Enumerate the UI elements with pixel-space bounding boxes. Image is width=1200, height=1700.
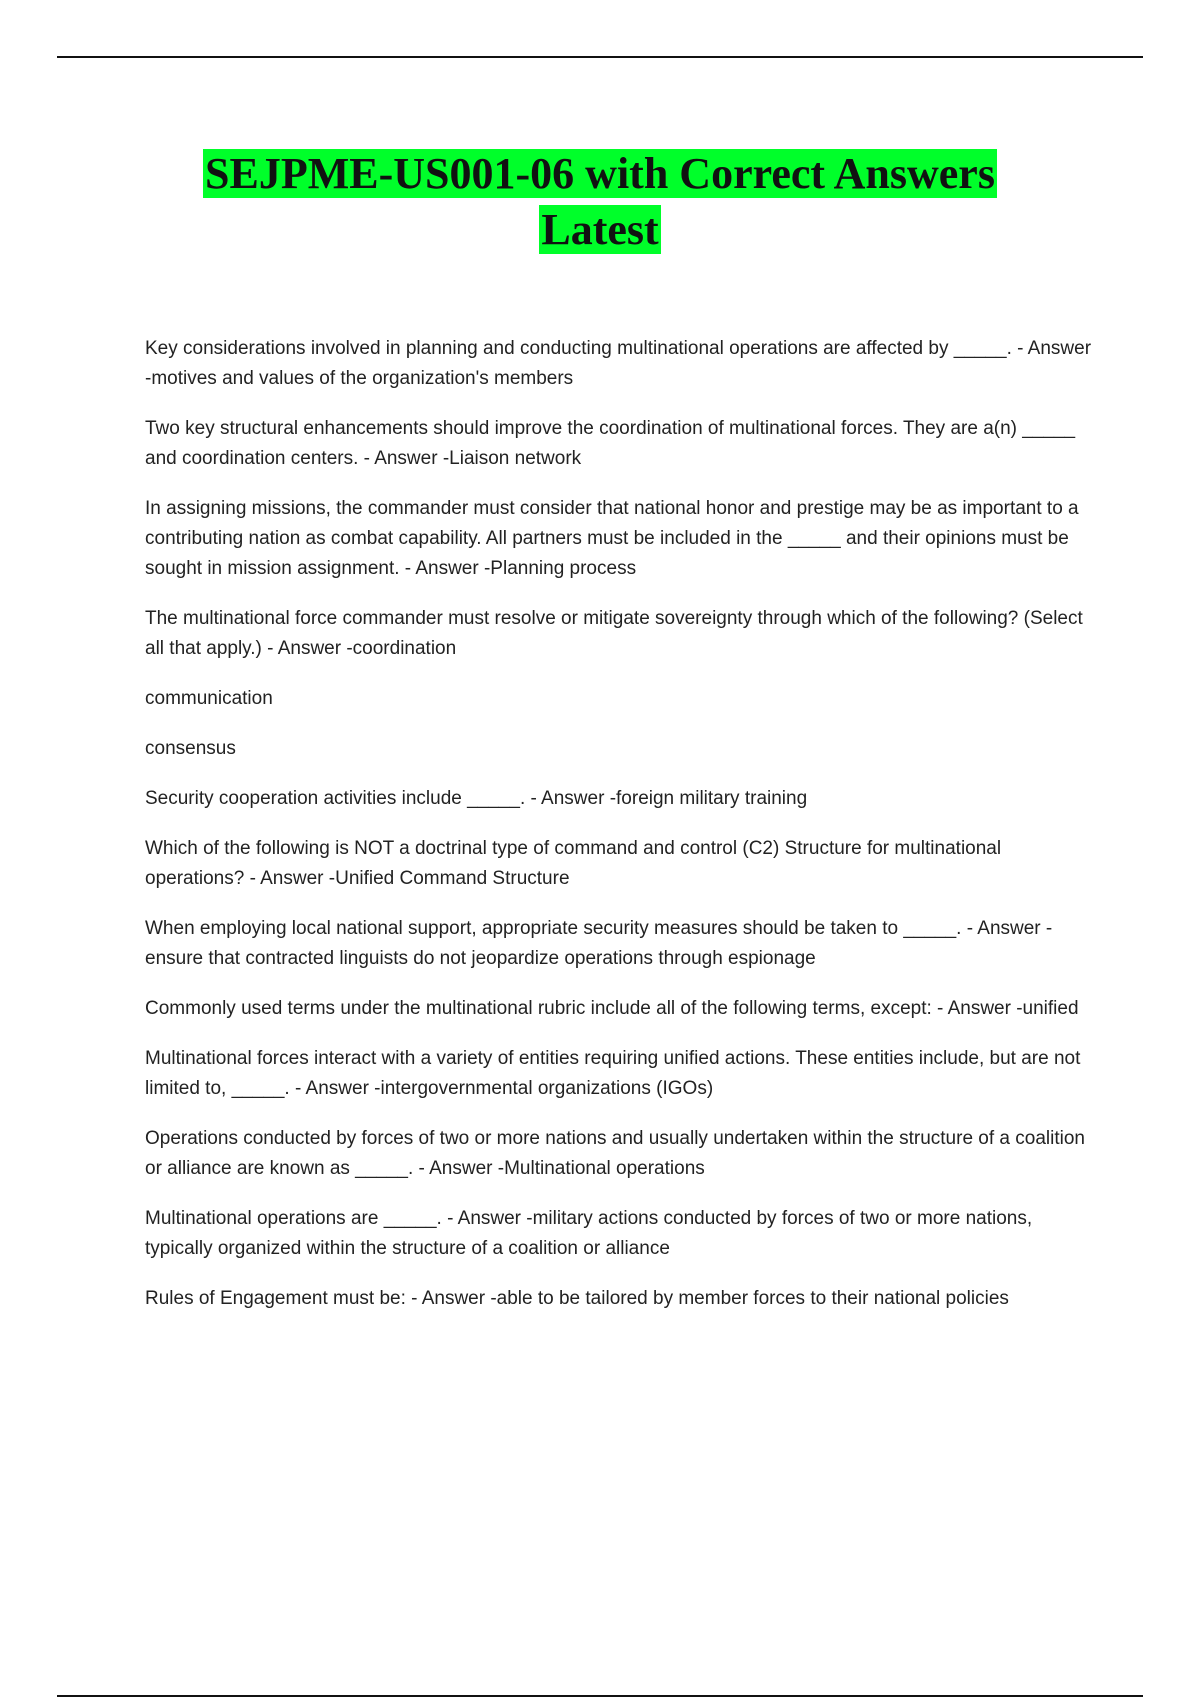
top-rule [57,56,1143,58]
title-line-1: SEJPME-US001-06 with Correct Answers [205,149,995,198]
qa-paragraph: Security cooperation activities include _____. - Answer -foreign military training [145,788,808,809]
qa-paragraph: Rules of Engagement must be: - Answer -able to be tailored by member forces to their national policies [145,1288,1009,1309]
bottom-rule [57,1695,1143,1697]
qa-paragraph: Two key structural enhancements should improve the coordination of multinational forces. They are a(n) _____ and coordination centers. - Answer -Liaison network [145,418,1076,469]
document-body [145,334,1095,1334]
qa-paragraph: Multinational forces interact with a variety of entities requiring unified actions. These entities include, but are not limited to, _____. - Answer -intergovernmental organizations (IGOs) [145,1048,1081,1099]
qa-paragraph: Operations conducted by forces of two or more nations and usually undertaken within the structure of a coalition or alliance are known as _____. - Answer -Multinational operations [145,1128,1085,1179]
qa-paragraph: In assigning missions, the commander must consider that national honor and prestige may be as important to a contributing nation as combat capability. All partners must be included in the _____ and their opinions must be sought in mission assignment. - Answer -Planning process [145,498,1079,579]
qa-paragraph: Key considerations involved in planning and conducting multinational operations are affected by _____. - Answer -motives and values of the organization's members [145,338,1092,389]
document-title [0,146,1200,258]
qa-paragraph: The multinational force commander must resolve or mitigate sovereignty through which of the following? (Select all that apply.) - Answer -coordination [145,608,1083,659]
qa-paragraph: Which of the following is NOT a doctrinal type of command and control (C2) Structure for multinational operations? - Answer -Unified Command Structure [145,838,1002,889]
qa-paragraph: Commonly used terms under the multinational rubric include all of the following terms, except: - Answer -unified [145,998,1079,1019]
qa-paragraph: When employing local national support, appropriate security measures should be taken to _____. - Answer -ensure that contracted linguists do not jeopardize operations through espionage [145,918,1053,969]
title-line-2: Latest [541,205,659,254]
qa-paragraph: consensus [145,738,236,759]
qa-paragraph: Multinational operations are _____. - Answer -military actions conducted by forces of two or more nations, typically organized within the structure of a coalition or alliance [145,1208,1033,1259]
qa-paragraph: communication [145,688,273,709]
